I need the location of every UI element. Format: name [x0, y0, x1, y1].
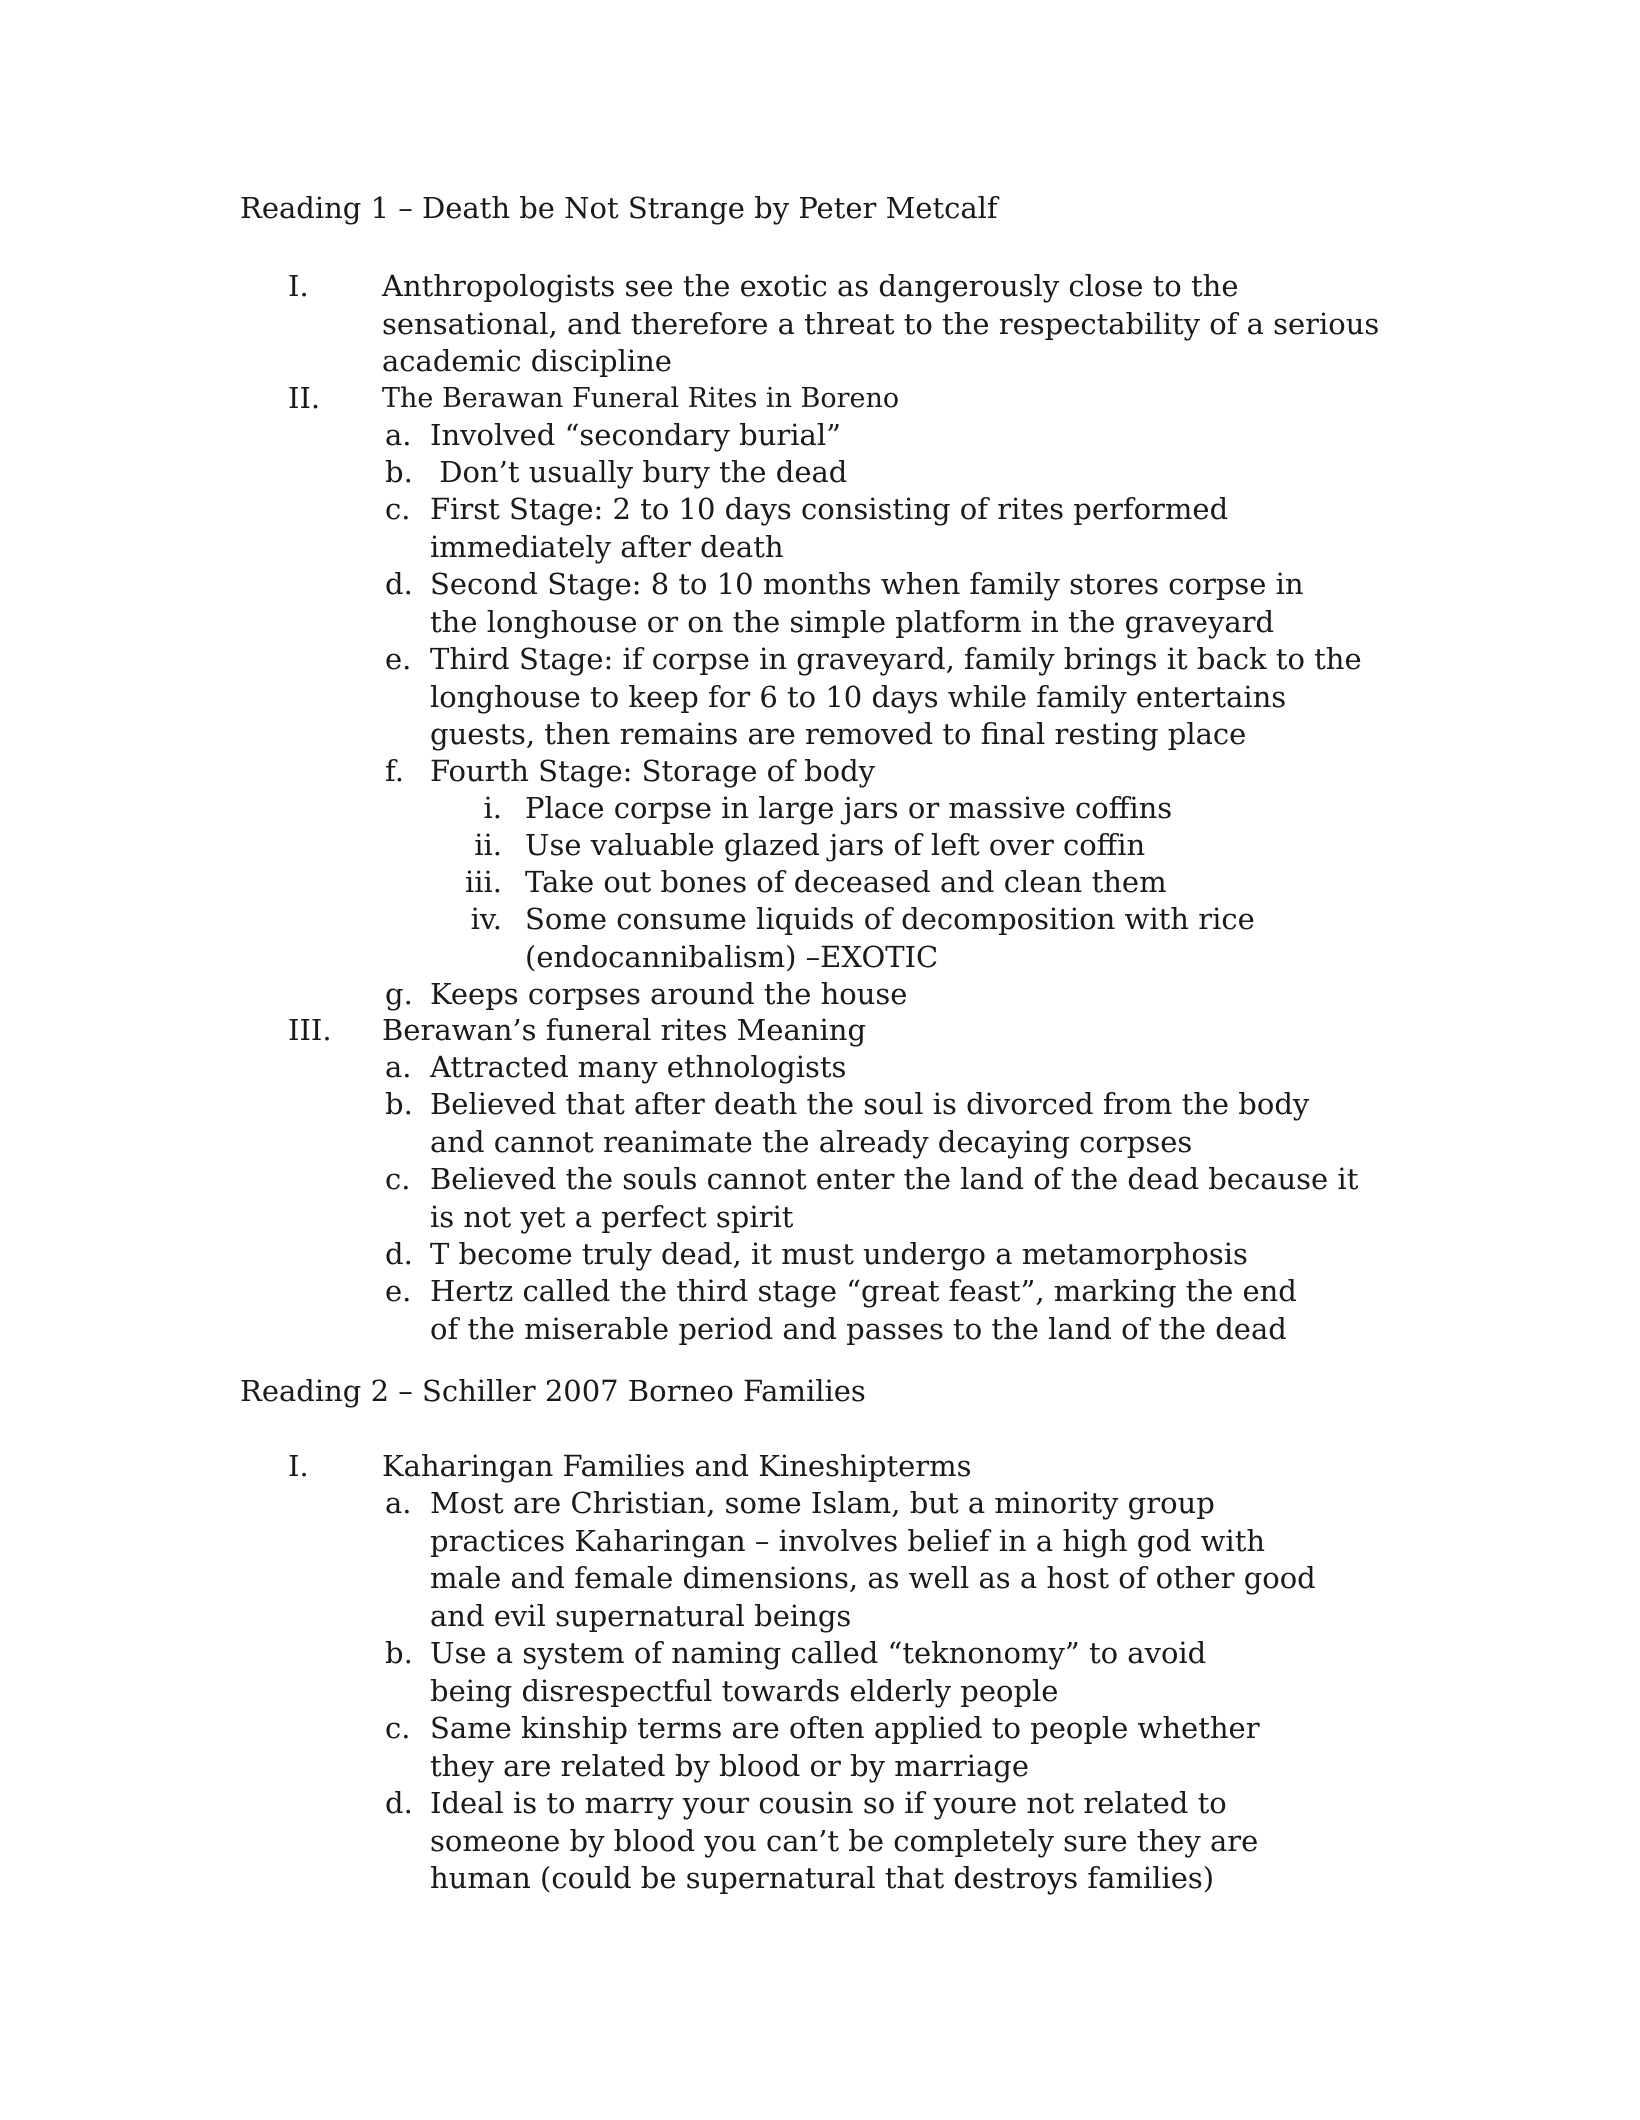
- item-text: T become truly dead, it must undergo a metamorphosis: [430, 1237, 1248, 1271]
- letter-marker: f.: [385, 754, 404, 788]
- numeral-marker: iii.: [464, 865, 502, 899]
- reading-1-title: Reading 1 – Death be Not Strange by Peter Metcalf: [240, 191, 998, 225]
- letter-marker: a.: [385, 418, 412, 452]
- roman-numeral: III.: [288, 1013, 332, 1047]
- item-text: Same kinship terms are often applied to people whether they are related by blood or by marriage: [430, 1711, 1260, 1783]
- item-text: Keeps corpses around the house: [430, 977, 908, 1011]
- letter-marker: e.: [385, 1274, 412, 1308]
- letter-marker: d.: [385, 1237, 413, 1271]
- item-text: Fourth Stage: Storage of body: [430, 754, 876, 788]
- item-text: Third Stage: if corpse in graveyard, family brings it back to the longhouse to keep for 6 to 10 days while family entertains guests, then remains are removed to final resting place: [430, 642, 1362, 751]
- letter-marker: e.: [385, 642, 412, 676]
- item-text: Believed the souls cannot enter the land of the dead because it is not yet a perfect spirit: [430, 1162, 1359, 1234]
- letter-marker: c.: [385, 1711, 411, 1745]
- letter-marker: d.: [385, 1786, 413, 1820]
- item-text: Most are Christian, some Islam, but a minority group practices Kaharingan – involves belief in a high god with male and female dimensions, as well as a host of other good and evil supernatural beings: [430, 1486, 1316, 1633]
- numeral-marker: i.: [483, 791, 502, 825]
- letter-marker: g.: [385, 977, 413, 1011]
- roman-numeral: I.: [288, 1449, 309, 1483]
- item-text: Attracted many ethnologists: [430, 1050, 847, 1084]
- letter-marker: d.: [385, 567, 413, 601]
- item-text: Ideal is to marry your cousin so if youre not related to someone by blood you can’t be completely sure they are human (could be supernatural that destroys families): [430, 1786, 1259, 1895]
- item-text: Use a system of naming called “teknonomy” to avoid being disrespectful towards elderly people: [430, 1636, 1207, 1708]
- item-text: Hertz called the third stage “great feast”, marking the end of the miserable period and passes to the land of the dead: [430, 1274, 1297, 1346]
- section-text: The Berawan Funeral Rites in Boreno: [382, 383, 900, 414]
- item-text: First Stage: 2 to 10 days consisting of rites performed immediately after death: [430, 492, 1229, 564]
- roman-numeral: II.: [288, 381, 321, 415]
- letter-marker: a.: [385, 1486, 412, 1520]
- section-text: Kaharingan Families and Kineshipterms: [382, 1449, 972, 1483]
- item-text: Use valuable glazed jars of left over coffin: [525, 828, 1146, 862]
- letter-marker: b.: [385, 1087, 413, 1121]
- letter-marker: a.: [385, 1050, 412, 1084]
- letter-marker: c.: [385, 492, 411, 526]
- section-text: Berawan’s funeral rites Meaning: [382, 1013, 867, 1047]
- section-text: Anthropologists see the exotic as dangerously close to the sensational, and therefore a threat to the respectability of a serious academic discipline: [382, 269, 1380, 378]
- letter-marker: b.: [385, 455, 413, 489]
- numeral-marker: ii.: [474, 828, 502, 862]
- letter-marker: c.: [385, 1162, 411, 1196]
- numeral-marker: iv.: [470, 902, 502, 936]
- roman-numeral: I.: [288, 269, 309, 303]
- item-text: Place corpse in large jars or massive coffins: [525, 791, 1173, 825]
- item-text: Second Stage: 8 to 10 months when family stores corpse in the longhouse or on the simple platform in the graveyard: [430, 567, 1304, 639]
- letter-marker: b.: [385, 1636, 413, 1670]
- reading-2-title: Reading 2 – Schiller 2007 Borneo Families: [240, 1374, 866, 1408]
- item-text: Don’t usually bury the dead: [430, 455, 848, 489]
- item-text: Involved “secondary burial”: [430, 418, 841, 452]
- item-text: Some consume liquids of decomposition with rice (endocannibalism) –EXOTIC: [525, 902, 1255, 974]
- item-text: Take out bones of deceased and clean them: [525, 865, 1167, 899]
- item-text: Believed that after death the soul is divorced from the body and cannot reanimate the already decaying corpses: [430, 1087, 1310, 1159]
